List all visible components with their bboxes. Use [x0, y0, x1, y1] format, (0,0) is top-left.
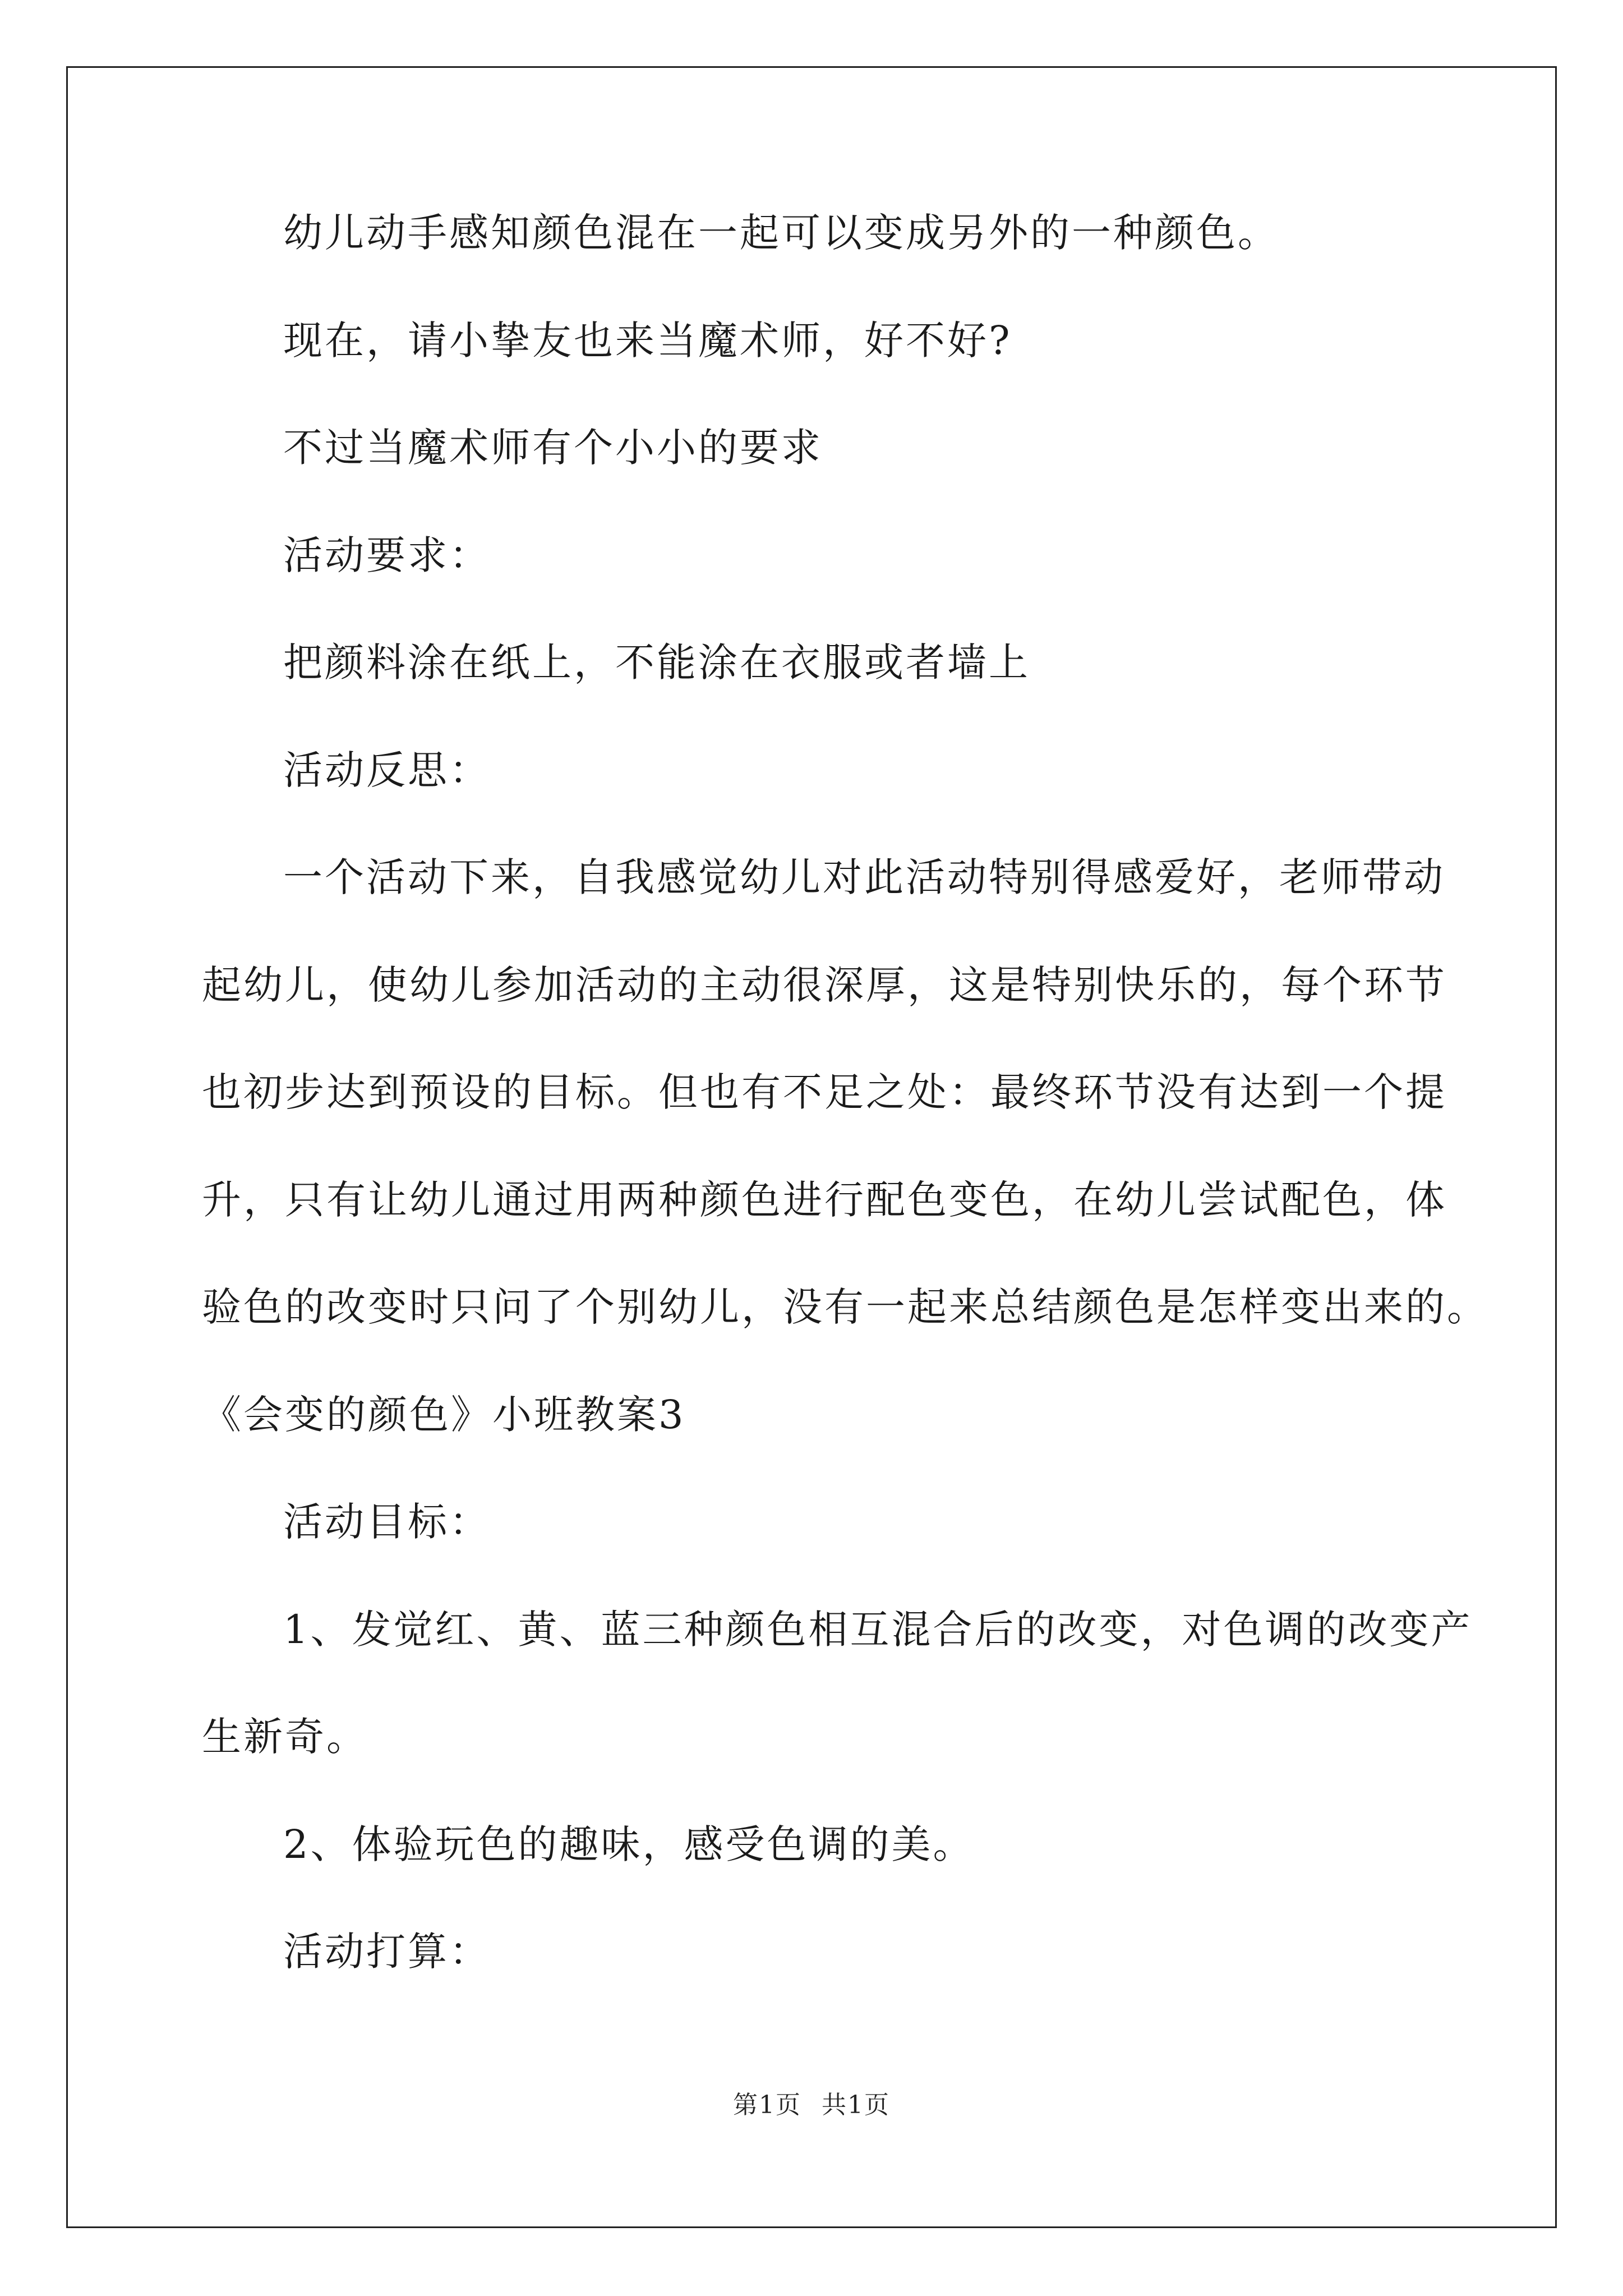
paragraph-line: 1、发觉红、黄、蓝三种颜色相互混合后的改变，对色调的改变产 [283, 1607, 1473, 1653]
page-number: 第1页 [733, 2091, 801, 2119]
section-heading: 活动要求： [283, 532, 491, 578]
page-total: 共1页 [822, 2091, 890, 2119]
paragraph-line: 不过当魔术师有个小小的要求 [283, 425, 823, 471]
document-title: 《会变的颜色》小班教案3 [202, 1392, 686, 1438]
paragraph-line: 现在，请小挚友也来当魔术师，好不好? [283, 318, 1012, 364]
page-footer [0, 2085, 1623, 2120]
paragraph-line: 也初步达到预设的目标。但也有不足之处：最终环节没有达到一个提 [202, 1069, 1447, 1115]
paragraph-line: 起幼儿，使幼儿参加活动的主动很深厚，这是特别快乐的，每个环节 [202, 962, 1447, 1008]
paragraph-line: 幼儿动手感知颜色混在一起可以变成另外的一种颜色。 [283, 210, 1279, 256]
section-heading: 活动目标： [283, 1499, 491, 1545]
paragraph-line: 升，只有让幼儿通过用两种颜色进行配色变色，在幼儿尝试配色，体 [202, 1177, 1447, 1223]
paragraph-line: 生新奇。 [202, 1714, 368, 1760]
section-heading: 活动打算： [283, 1929, 491, 1975]
section-heading: 活动反思： [283, 747, 491, 793]
paragraph-line: 把颜料涂在纸上，不能涂在衣服或者墙上 [283, 639, 1030, 685]
paragraph-line: 验色的改变时只问了个别幼儿，没有一起来总结颜色是怎样变出来的。 [202, 1284, 1488, 1330]
paragraph-line: 2、体验玩色的趣味，感受色调的美。 [283, 1821, 975, 1867]
page-border [66, 66, 1557, 2228]
paragraph-line: 一个活动下来，自我感觉幼儿对此活动特别得感爱好，老师带动 [283, 854, 1445, 900]
